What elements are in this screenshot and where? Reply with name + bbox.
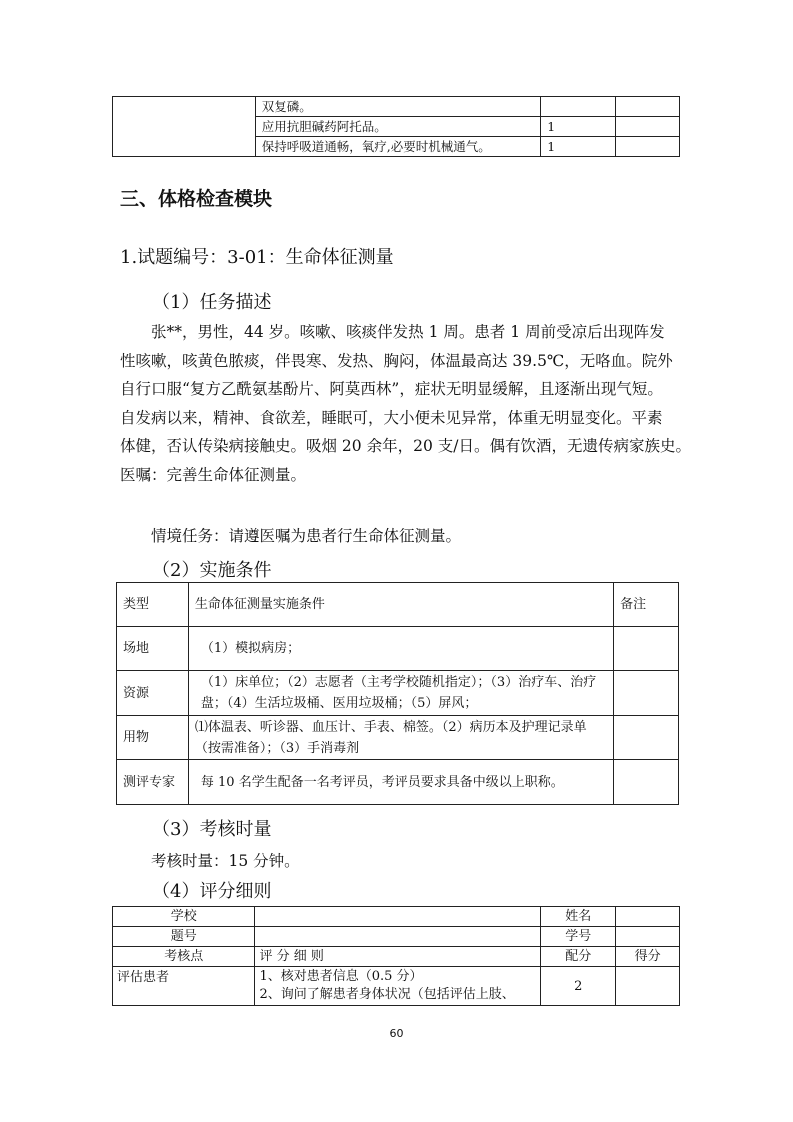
subsection-scoring-rules: （4）评分细则 [152, 881, 272, 902]
subsection-task-description: （1）任务描述 [152, 292, 272, 313]
table-row [113, 907, 680, 927]
name-value[interactable] [616, 907, 680, 927]
table-cell-score [541, 97, 616, 117]
cell-allotted-score: 2 [541, 967, 616, 1006]
table-header-row [113, 947, 680, 967]
name-label: 姓名 [541, 907, 616, 927]
header-obtained-score: 得分 [616, 947, 680, 967]
header-conditions: 生命体征测量实施条件 [188, 583, 613, 627]
cell-obtained-score[interactable] [616, 967, 680, 1006]
cell-type: 测评专家 [117, 760, 189, 805]
scoring-table [112, 906, 680, 1006]
detail-line: 2、询问了解患者身体状况（包括评估上肢、 [259, 987, 515, 1002]
header-check-point: 考核点 [113, 947, 255, 967]
page-number: 60 [389, 1027, 404, 1040]
table-cell-score: 1 [541, 137, 616, 157]
cell-content: ⑴体温表、听诊器、血压计、手表、棉签。（2）病历本及护理记录单（按需准备）；（3）手消毒剂 [188, 716, 613, 760]
table-cell-extra [616, 97, 680, 117]
table-row [113, 927, 680, 947]
cell-content: 每 10 名学生配备一名考评员，考评员要求具备中级以上职称。 [188, 760, 613, 805]
cell-type: 资源 [117, 671, 189, 716]
cell-note [614, 716, 679, 760]
previous-scoring-table [112, 96, 680, 157]
header-allotted-score: 配分 [541, 947, 616, 967]
description-line: 性咳嗽，咳黄色脓痰，伴畏寒、发热、胸闷，体温最高达 39.5℃，无咯血。院外 [120, 351, 673, 370]
header-note: 备注 [614, 583, 679, 627]
cell-type: 用物 [117, 716, 189, 760]
item-title: 1.试题编号：3-01：生命体征测量 [120, 247, 394, 268]
description-line: 体健，否认传染病接触史。吸烟 20 余年，20 支/日。偶有饮酒，无遗传病家族史。 [120, 437, 691, 455]
cell-scoring-details [255, 967, 541, 1006]
detail-line: 1、核对患者信息（0.5 分） [259, 969, 423, 984]
cell-type: 场地 [117, 627, 189, 671]
subsection-conditions: （2）实施条件 [152, 560, 272, 581]
conditions-table [116, 582, 679, 805]
table-row [117, 671, 679, 716]
description-line: 自行口服“复方乙酰氨基酚片、阿莫西林”，症状无明显缓解，且逐渐出现气短。 [120, 380, 663, 398]
student-id-label: 学号 [541, 927, 616, 947]
exam-time: 考核时量：15 分钟。 [151, 852, 300, 870]
table-header-row [117, 583, 679, 627]
table-row [117, 760, 679, 805]
header-scoring-details: 评 分 细 则 [255, 947, 541, 967]
cell-content: （1）床单位；（2）志愿者（主考学校随机指定）；（3）治疗车、治疗盘；（4）生活垃圾桶、医用垃圾桶；（5）屏风； [188, 671, 613, 716]
section-title: 三、体格检查模块 [120, 188, 273, 210]
cell-check-point: 评估患者 [113, 967, 255, 1006]
student-id-value[interactable] [616, 927, 680, 947]
table-cell-extra [616, 117, 680, 137]
table-row [117, 716, 679, 760]
table-row [113, 97, 680, 117]
situation-task: 情境任务：请遵医嘱为患者行生命体征测量。 [151, 527, 462, 545]
case-description [120, 318, 691, 489]
cell-note [614, 760, 679, 805]
school-value[interactable] [255, 907, 541, 927]
subsection-exam-time: （3）考核时量 [152, 819, 272, 840]
header-type: 类型 [117, 583, 189, 627]
table-cell-item: 应用抗胆碱药阿托品。 [255, 117, 540, 137]
table-cell-item: 保持呼吸道通畅，氧疗,必要时机械通气。 [255, 137, 540, 157]
question-label: 题号 [113, 927, 255, 947]
question-value[interactable] [255, 927, 541, 947]
description-line: 自发病以来，精神、食欲差，睡眠可，大小便未见异常，体重无明显变化。平素 [120, 408, 663, 427]
table-row [117, 627, 679, 671]
table-cell-extra [616, 137, 680, 157]
table-cell-empty [113, 97, 256, 157]
cell-note [614, 671, 679, 716]
school-label: 学校 [113, 907, 255, 927]
table-cell-item: 双复磷。 [255, 97, 540, 117]
cell-content: （1）模拟病房； [188, 627, 613, 671]
table-cell-score: 1 [541, 117, 616, 137]
description-line: 张**，男性，44 岁。咳嗽、咳痰伴发热 1 周。患者 1 周前受凉后出现阵发 [151, 323, 665, 341]
cell-note [614, 627, 679, 671]
table-row [113, 967, 680, 1006]
description-line: 医嘱：完善生命体征测量。 [120, 465, 307, 484]
